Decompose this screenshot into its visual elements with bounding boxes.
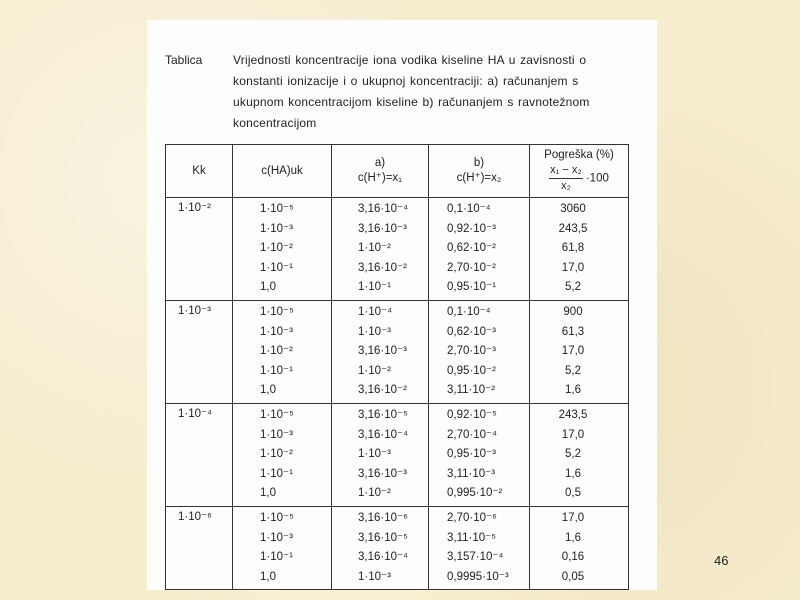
cell-concentration (233, 198, 332, 301)
header-kk: Kk (166, 145, 233, 198)
value-a-value: 3,16·10⁻³ (358, 222, 407, 235)
value-b-value: 0,1·10⁻⁴ (447, 305, 491, 318)
header-a-line1: a) (374, 157, 386, 169)
table-row (166, 403, 629, 506)
cell-error (530, 403, 629, 506)
error-value: 0,16 (561, 551, 585, 564)
concentration-value: 1·10⁻⁵ (260, 203, 294, 215)
cell-value-b (429, 506, 530, 589)
error-value: 61,8 (561, 242, 585, 255)
kk-value: 1·10⁻⁶ (178, 510, 212, 523)
value-b-value: 0,62·10⁻² (447, 242, 496, 255)
error-value: 17,0 (561, 511, 585, 524)
cell-error (530, 506, 629, 589)
value-a-value: 1·10⁻³ (358, 325, 391, 338)
error-value: 1,6 (565, 467, 581, 480)
value-b-value: 3,11·10⁻³ (447, 467, 496, 480)
value-a-value: 3,16·10⁻⁵ (358, 408, 408, 421)
value-a-value: 1·10⁻³ (358, 448, 391, 461)
error-value: 900 (563, 305, 583, 318)
concentration-value: 1·10⁻¹ (260, 364, 293, 377)
value-b-value: 3,11·10⁻⁵ (447, 531, 496, 544)
value-b-value: 3,11·10⁻² (447, 384, 496, 397)
concentration-value: 1·10⁻² (260, 345, 293, 358)
header-b (429, 145, 530, 198)
value-a-value: 1·10⁻¹ (358, 281, 391, 294)
table-group (166, 403, 629, 506)
error-value: 243,5 (558, 222, 588, 235)
error-value: 5,2 (565, 448, 581, 461)
concentration-value: 1·10⁻⁵ (260, 305, 294, 318)
table-caption-text: Vrijednosti koncentracije iona vodika kiseline HA u zavisnosti o konstanti ionizacije i o ukupnoj koncentraciji: a) računanjem s ukupnom koncentracijom kiseline b) računanjem s ravnotežnom koncentracijom (233, 53, 590, 130)
value-b-value: 0,995·10⁻² (447, 487, 503, 500)
error-value: 61,3 (561, 325, 585, 338)
error-formula-factor: ·100 (585, 172, 609, 185)
header-a (332, 145, 429, 198)
header-error (530, 145, 629, 198)
cell-concentration (233, 506, 332, 589)
table-row (166, 198, 629, 301)
table-row (166, 300, 629, 403)
value-a-value: 3,16·10⁻⁵ (358, 531, 408, 544)
concentration-value: 1·10⁻³ (260, 222, 293, 235)
value-a-value: 3,16·10⁻⁴ (358, 428, 409, 441)
value-b-value: 0,62·10⁻³ (447, 325, 496, 338)
value-b-value: 0,95·10⁻² (447, 364, 496, 377)
cell-kk (166, 506, 233, 589)
error-value: 3060 (560, 203, 586, 215)
concentration-value: 1,0 (260, 487, 276, 500)
kk-value: 1·10⁻⁴ (178, 407, 213, 420)
scanned-table-image (147, 20, 657, 590)
concentration-value: 1·10⁻⁵ (260, 511, 294, 524)
error-value: 1,6 (565, 384, 581, 397)
concentration-value: 1,0 (260, 281, 276, 294)
value-b-value: 0,92·10⁻⁵ (447, 408, 497, 421)
value-a-value: 3,16·10⁻⁴ (358, 203, 409, 215)
value-b-value: 2,70·10⁻⁴ (447, 428, 498, 441)
error-value: 5,2 (565, 281, 581, 294)
error-value: 17,0 (561, 345, 585, 358)
value-b-value: 0,95·10⁻³ (447, 448, 496, 461)
value-a-value: 3,16·10⁻² (358, 261, 407, 274)
value-a-value: 1·10⁻² (358, 487, 391, 500)
kk-value: 1·10⁻² (178, 202, 211, 214)
concentration-value: 1·10⁻³ (260, 325, 293, 338)
table-group (166, 198, 629, 301)
error-value: 1,6 (565, 531, 581, 544)
error-value: 0,5 (565, 487, 581, 500)
cell-kk (166, 300, 233, 403)
error-value: 17,0 (561, 428, 585, 441)
header-c-ha: c(HA)uk (233, 145, 332, 198)
cell-error (530, 300, 629, 403)
value-b-value: 0,92·10⁻³ (447, 222, 496, 235)
concentration-value: 1,0 (260, 570, 276, 583)
cell-value-a (332, 403, 429, 506)
concentration-value: 1·10⁻² (260, 242, 293, 255)
header-b-line2: c(H⁺)=x₂ (456, 172, 502, 184)
value-b-value: 2,70·10⁻² (447, 261, 496, 274)
concentration-value: 1,0 (260, 384, 276, 397)
error-value: 17,0 (561, 261, 585, 274)
value-a-value: 3,16·10⁻³ (358, 345, 407, 358)
value-b-value: 0,1·10⁻⁴ (447, 203, 491, 215)
value-b-value: 3,157·10⁻⁴ (447, 551, 504, 564)
header-a-line2: c(H⁺)=x₁ (357, 172, 403, 184)
table-row (166, 506, 629, 589)
cell-value-b (429, 403, 530, 506)
header-error-title: Pogreška (%) (544, 149, 614, 161)
error-formula-numerator: x₁ − x₂ (549, 163, 583, 179)
error-formula (549, 163, 583, 194)
cell-value-a (332, 506, 429, 589)
error-value: 5,2 (565, 364, 581, 377)
header-b-line1: b) (473, 157, 485, 169)
cell-kk (166, 403, 233, 506)
cell-value-a (332, 198, 429, 301)
table-label: Tablica (165, 53, 203, 67)
cell-value-b (429, 198, 530, 301)
error-value: 0,05 (561, 570, 585, 583)
error-value: 243,5 (558, 408, 588, 421)
concentration-value: 1·10⁻¹ (260, 467, 293, 480)
concentration-table (165, 144, 629, 590)
table-header-row (166, 145, 629, 198)
table-group (166, 300, 629, 403)
concentration-value: 1·10⁻³ (260, 531, 293, 544)
cell-concentration (233, 300, 332, 403)
concentration-value: 1·10⁻¹ (260, 261, 293, 274)
cell-value-b (429, 300, 530, 403)
concentration-value: 1·10⁻⁵ (260, 408, 294, 421)
error-formula-denominator: x₂ (560, 180, 571, 192)
value-b-value: 0,9995·10⁻³ (447, 570, 509, 583)
kk-value: 1·10⁻³ (178, 304, 211, 317)
concentration-value: 1·10⁻¹ (260, 551, 293, 564)
value-a-value: 1·10⁻² (358, 242, 391, 255)
value-b-value: 0,95·10⁻¹ (447, 281, 496, 294)
value-b-value: 2,70·10⁻⁶ (447, 511, 497, 524)
cell-kk (166, 198, 233, 301)
page-number: 46 (714, 553, 729, 568)
cell-concentration (233, 403, 332, 506)
concentration-value: 1·10⁻² (260, 448, 293, 461)
value-b-value: 2,70·10⁻³ (447, 345, 496, 358)
value-a-value: 3,16·10⁻⁴ (358, 551, 409, 564)
value-a-value: 1·10⁻³ (358, 570, 391, 583)
value-a-value: 3,16·10⁻² (358, 384, 407, 397)
concentration-value: 1·10⁻³ (260, 428, 293, 441)
value-a-value: 1·10⁻² (358, 364, 391, 377)
value-a-value: 3,16·10⁻⁶ (358, 511, 408, 524)
table-group (166, 506, 629, 589)
cell-error (530, 198, 629, 301)
value-a-value: 1·10⁻⁴ (358, 305, 393, 318)
value-a-value: 3,16·10⁻³ (358, 467, 407, 480)
cell-value-a (332, 300, 429, 403)
